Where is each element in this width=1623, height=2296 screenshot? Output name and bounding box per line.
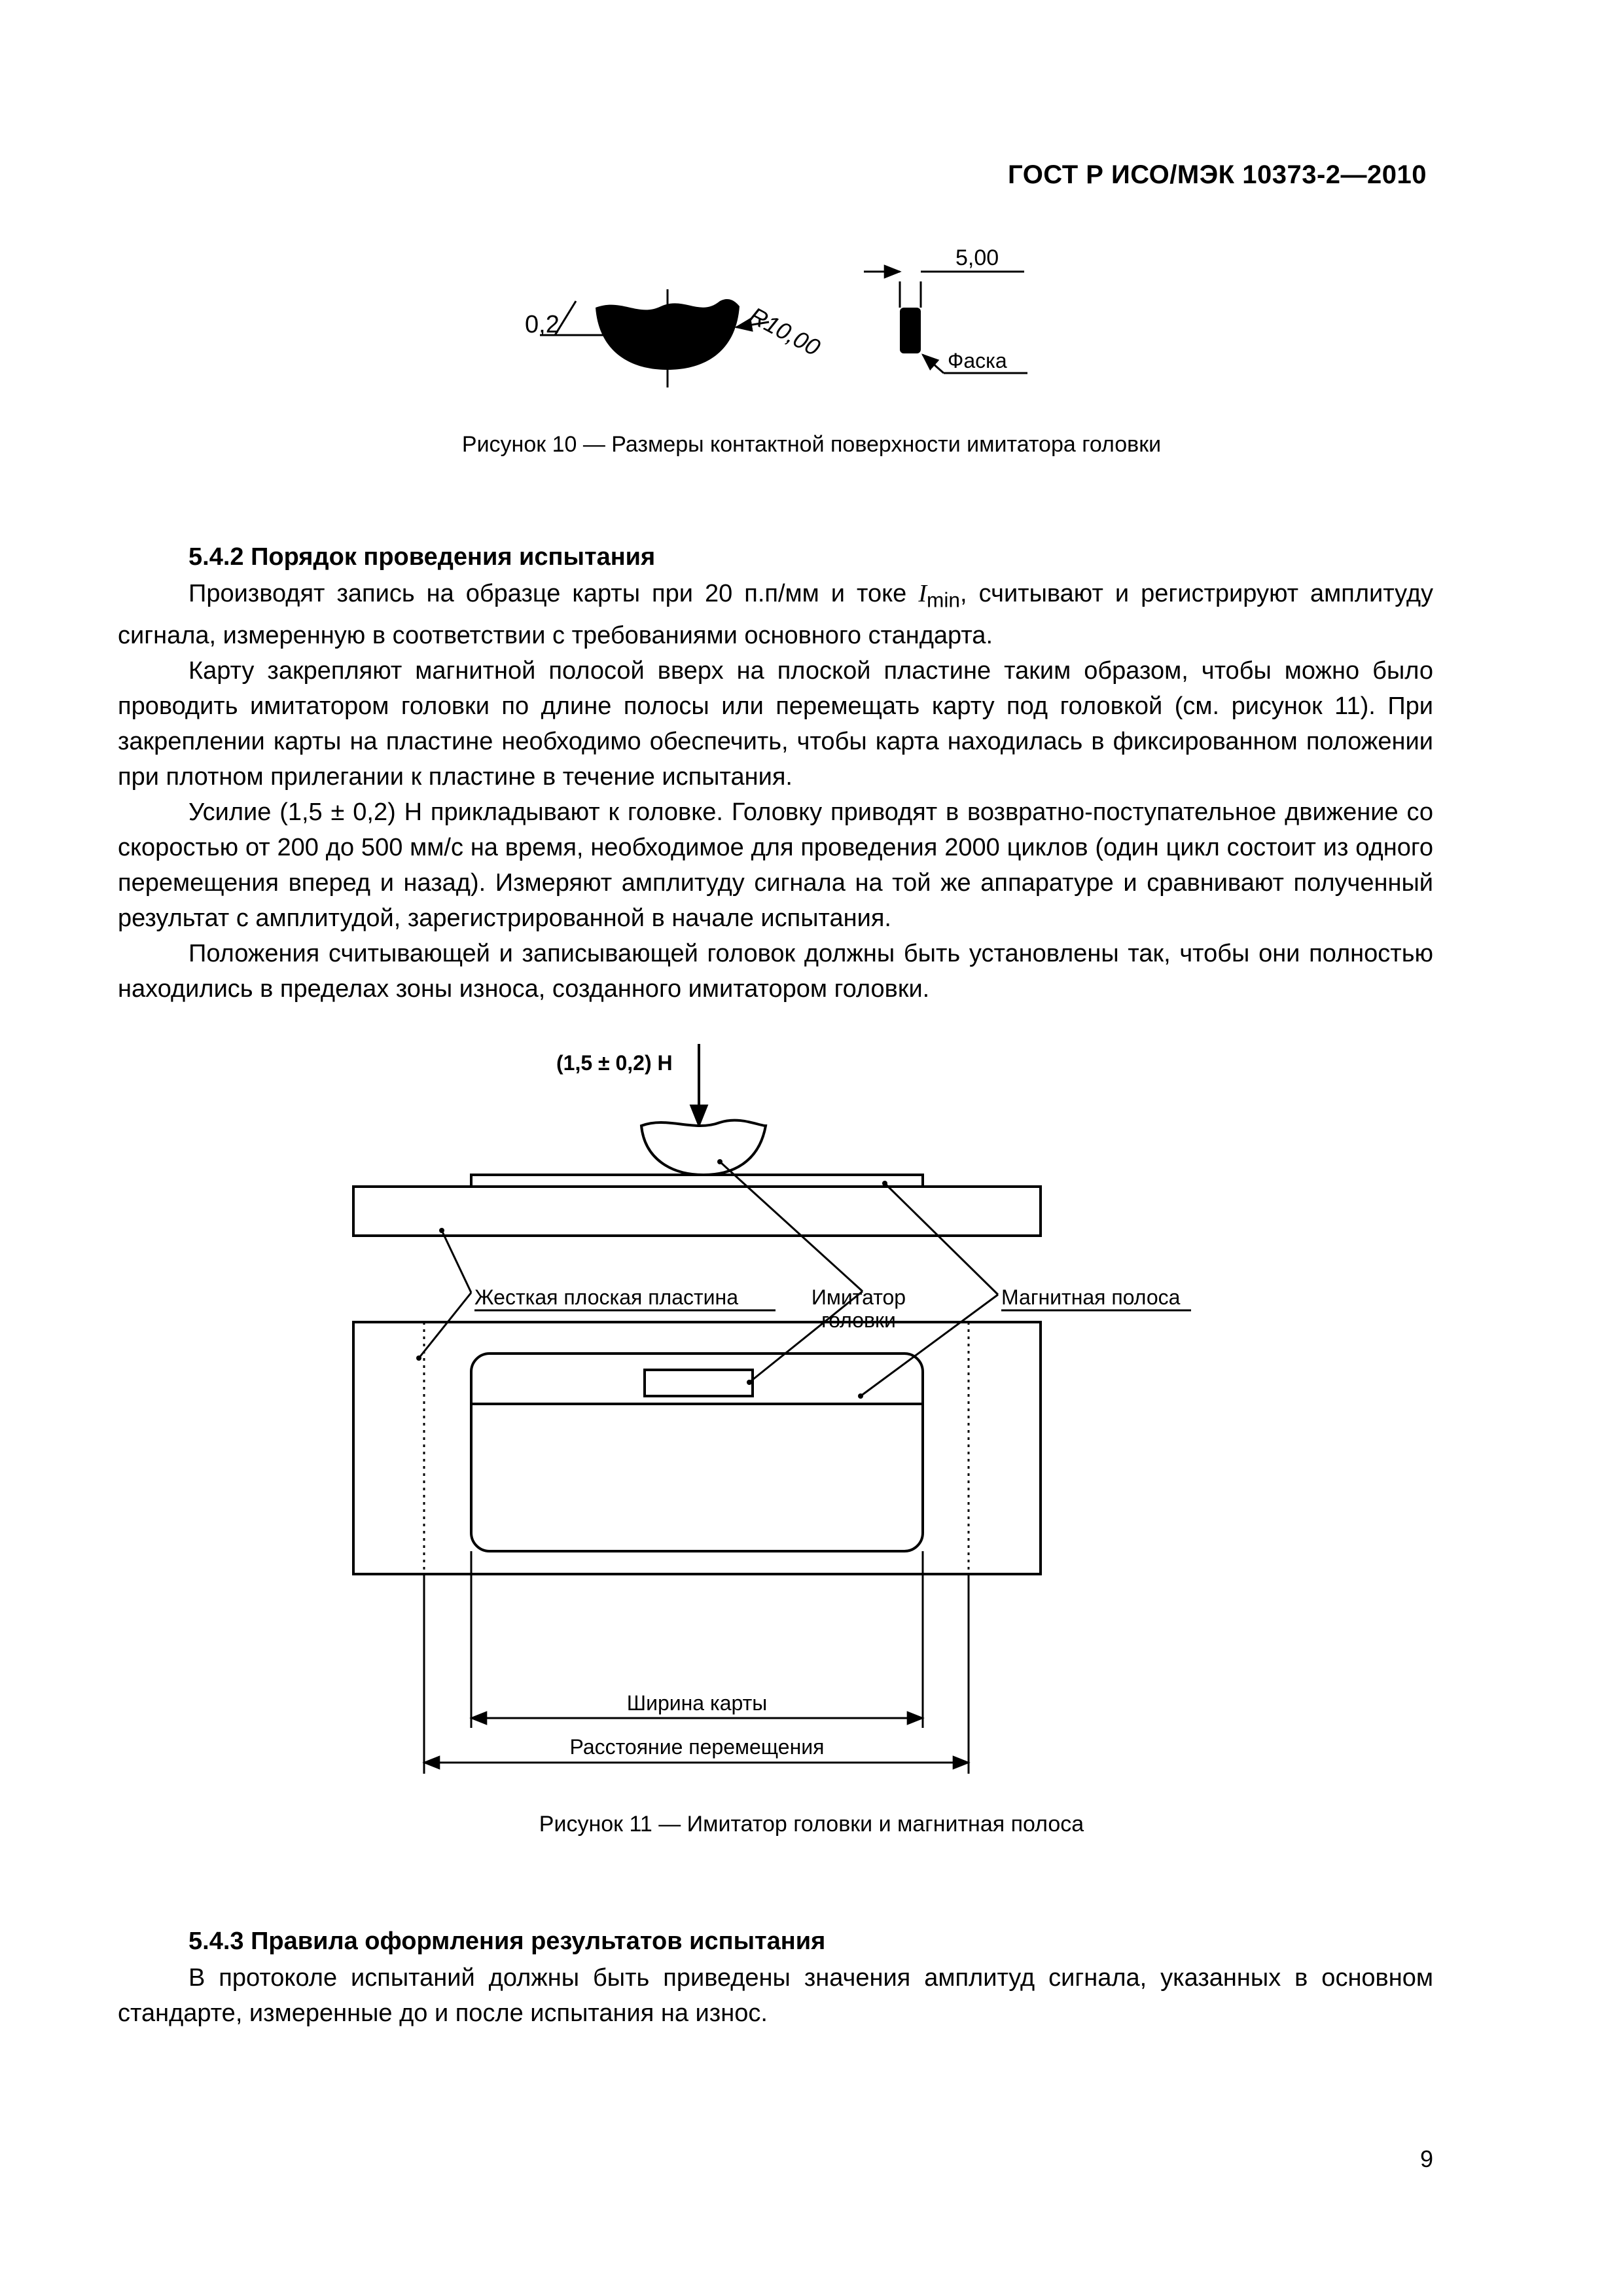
current-subscript: min	[927, 588, 961, 612]
dim-width-label: 5,00	[955, 245, 999, 270]
section-5-4-2-title: 5.4.2 Порядок проведения испытания	[188, 543, 656, 571]
plate-label: Жесткая плоская пластина	[474, 1285, 738, 1309]
travel-distance-label: Расстояние перемещения	[569, 1735, 825, 1759]
card-width-label: Ширина карты	[626, 1691, 768, 1715]
rigid-plate-side	[353, 1187, 1041, 1236]
head-simulator-side	[641, 1121, 766, 1175]
paragraph: Карту закрепляют магнитной полосой вверх на плоской пластине таким образом, чтобы можно было проводить имитатором головки по длине полосы или перемещать карту под головкой (см. рисунок 11). При закреплении карты на пластине необходимо обеспечить, чтобы карта находилась в фиксированном положении при плотном прилегании к пластине в течение испытания.	[118, 656, 1433, 791]
section-5-4-2-body	[118, 576, 1433, 1007]
section-5-4-3-body	[118, 1960, 1433, 2031]
head-side-shape	[900, 308, 921, 353]
magnetic-stripe-side	[471, 1175, 923, 1187]
page-number: 9	[1419, 2145, 1433, 2172]
document-header: ГОСТ Р ИСО/МЭК 10373-2—2010	[1008, 160, 1427, 189]
head-simulator-top	[645, 1370, 753, 1396]
chamfer-label: Фаска	[948, 349, 1007, 372]
head-simulator-label-1: Имитатор	[811, 1285, 906, 1309]
dim-02-label: 0,2	[525, 311, 560, 338]
magnetic-stripe-label: Магнитная полоса	[1001, 1285, 1181, 1309]
head-simulator-label-2: головки	[821, 1308, 896, 1332]
dim-radius-label: R10,00	[745, 301, 825, 361]
current-symbol: I	[918, 580, 927, 607]
paragraph: Усилие (1,5 ± 0,2) Н прикладывают к головке. Головку приводят в возвратно-поступательное движение со скоростью от 200 до 500 мм/с на время, необходимое для проведения 2000 циклов (один цикл состоит из одного перемещения вперед и назад). Измеряют амплитуду сигнала на той же аппаратуре и сравнивают полученный результат с амплитудой, зарегистрированной в начале испытания.	[118, 798, 1433, 932]
figure-11-caption: Рисунок 11 — Имитатор головки и магнитная полоса	[539, 1812, 1084, 1837]
paragraph: Производят запись на образце карты при 20 п.п/мм и токе $I_{min}$, считывают и регистрируют амплитуду сигнала, измеренную в соответствии с требованиями основного стандарта.	[118, 580, 1433, 649]
figure-10-drawing	[510, 236, 1073, 406]
paragraph: Положения считывающей и записывающей головок должны быть установлены так, чтобы они полностью находились в пределах зоны износа, созданного имитатором головки.	[118, 939, 1433, 1003]
figure-10-caption: Рисунок 10 — Размеры контактной поверхности имитатора головки	[461, 432, 1162, 457]
figure-11-drawing	[314, 1034, 1270, 1780]
paragraph: В протоколе испытаний должны быть приведены значения амплитуд сигнала, указанных в основном стандарте, измеренные до и после испытания на износ.	[118, 1964, 1433, 2027]
force-label: (1,5 ± 0,2) Н	[556, 1051, 673, 1075]
section-5-4-3-title: 5.4.3 Правила оформления результатов испытания	[188, 1928, 826, 1955]
